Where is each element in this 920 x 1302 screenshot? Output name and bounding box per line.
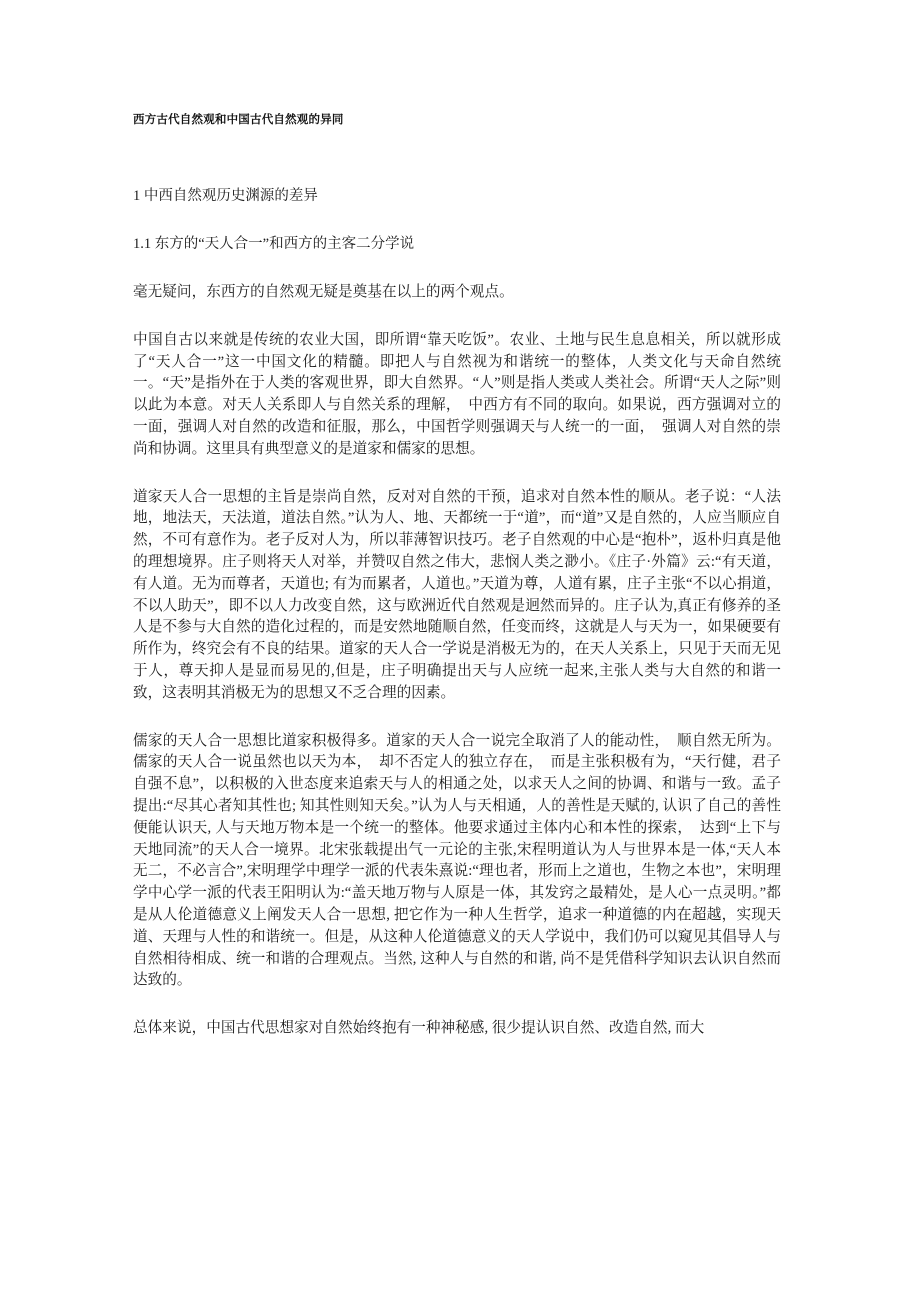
spacer bbox=[133, 705, 781, 731]
paragraph-2: 中国自古以来就是传统的农业大国，即所谓“靠天吃饭”。农业、土地与民生息息相关，所以就形成了“天人合一”这一中国文化的精髓。即把人与自然视为和谐统一的整体，人类文化与天命自然统一。“天”是指外在于人类的客观世界，即大自然界。“人”则是指人类或人类社会。所谓“天人之际”则以此为本意。对天人关系即人与自然关系的理解， 中西方有不同的取向。如果说，西方强调对立的一面，强调人对自然的改造和征服，那么，中国哲学则强调天与人统一的一面， 强调人对自然的崇尚和协调。这里具有典型意义的是道家和儒家的思想。 bbox=[133, 331, 781, 457]
page-title: 西方古代自然观和中国古代自然观的异同 bbox=[133, 114, 344, 126]
spacer bbox=[133, 461, 781, 487]
spacer bbox=[133, 254, 781, 282]
section-heading-1-1: 1.1 东方的“天人合一”和西方的主客二分学说 bbox=[133, 236, 415, 252]
paragraph-4: 儒家的天人合一思想比道家积极得多。道家的天人合一说完全取消了人的能动性， 顺自然无所为。儒家的天人合一说虽然也以天为本， 却不否定人的独立存在， 而是主张积极有为，“天行健，君子自强不息”，以积极的入世态度来追索天与人的相通之处，以求天人之间的协调、和谐与一致。孟子提出:“尽其心者知其性也; 知其性则知天矣。”认为人与天相通，人的善性是天赋的, 认识了自己的善性便能认识天, 人与天地万物本是一个统一的整体。他要求通过主体内心和本性的探索， 达到“上下与天地同流”的天人合一境界。北宋张载提出气一元论的主张,宋程明道认为人与世界本是一体,“天人本无二，不必言合”,宋明理学中理学一派的代表朱熹说:“理也者，形而上之道也，生物之本也”，宋明理学中心学一派的代表王阳明认为:“盖天地万物与人原是一体，其发窍之最精处，是人心一点灵明。”都是从人伦道德意义上阐发天人合一思想, 把它作为一种人生哲学，追求一种道德的内在超越，实现天道、天理与人性的和谐统一。但是，从这种人伦道德意义的天人学说中，我们仍可以窥见其倡导人与自然相待相成、统一和谐的合理观点。当然, 这种人与自然的和谐, 尚不是凭借科学知识去认识自然而达致的。 bbox=[133, 732, 781, 989]
section-heading-1: 1 中西自然观历史渊源的差异 bbox=[133, 188, 318, 204]
spacer bbox=[133, 304, 781, 330]
paragraph-3: 道家天人合一思想的主旨是崇尚自然，反对对自然的干预，追求对自然本性的顺从。老子说：“人法地，地法天，天法道，道法自然。”认为人、地、天都统一于“道”，而“道”又是自然的，人应当顺应自然，不可有意作为。老子反对人为，所以菲薄智识技巧。老子自然观的中心是“抱朴”，返朴归真是他的理想境界。庄子则将天人对举，并赞叹自然之伟大，悲悯人类之渺小。《庄子·外篇》云:“有天道，有人道。无为而尊者，天道也; 有为而累者，人道也。”天道为尊，人道有累，庄子主张“不以心捐道，不以人助天”，即不以人力改变自然，这与欧洲近代自然观是迥然而异的。庄子认为,真正有修养的圣人是不参与大自然的造化过程的，而是安然地随顺自然，任变而终，这就是人与天为一，如果硬要有所作为，终究会有不良的结果。道家的天人合一学说是消极无为的，在天人关系上，只见于天而无见于人，尊天抑人是显而易见的,但是，庄子明确提出天与人应统一起来,主张人类与大自然的和谐一致，这表明其消极无为的思想又不乏合理的因素。 bbox=[133, 488, 781, 701]
paragraph-1: 毫无疑问，东西方的自然观无疑是奠基在以上的两个观点。 bbox=[133, 284, 514, 300]
spacer bbox=[133, 206, 781, 234]
title-spacer bbox=[133, 128, 781, 186]
spacer bbox=[133, 992, 781, 1018]
paragraph-5: 总体来说，中国古代思想家对自然始终抱有一种神秘感, 很少提认识自然、改造自然, 而大 bbox=[133, 1020, 705, 1037]
document-content bbox=[133, 112, 781, 1040]
